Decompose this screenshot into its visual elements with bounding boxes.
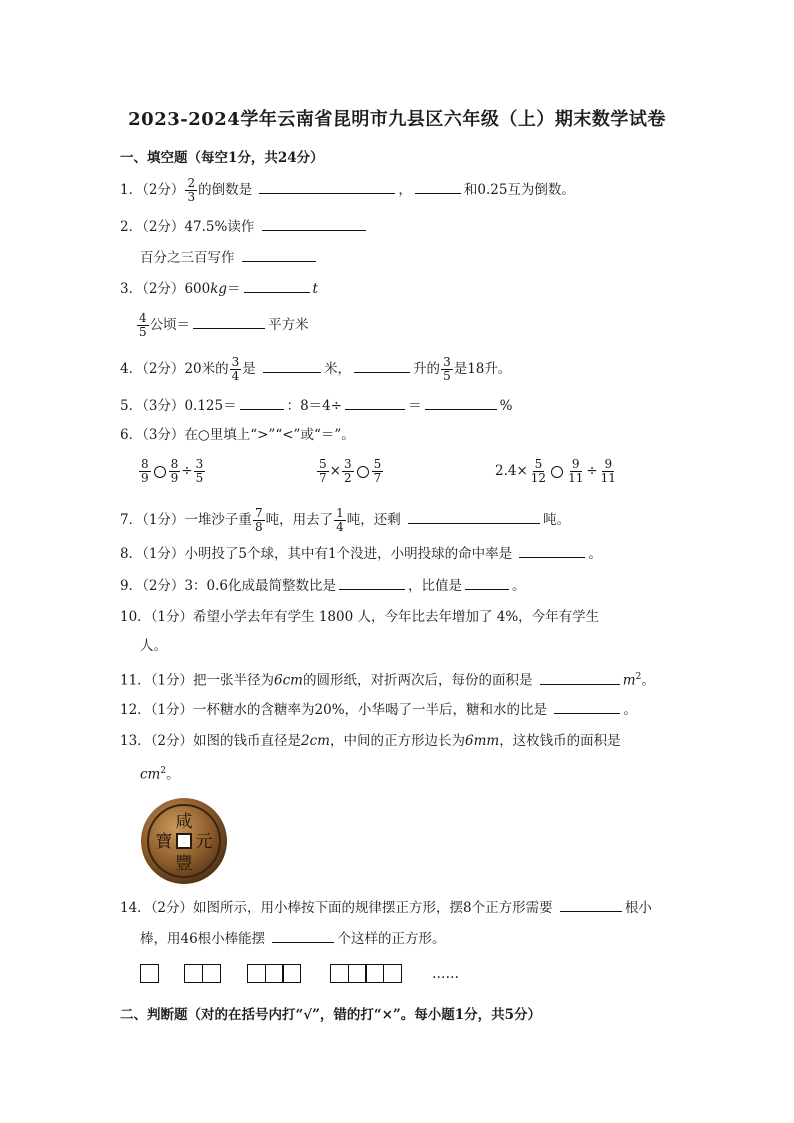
comparison-3: 2.4× $\frac{5}{12}$ $\frac{9}{11}$ ÷ $\frac{9}{11}$ (495, 457, 616, 485)
answer-blank[interactable] (242, 247, 316, 262)
answer-blank[interactable] (240, 395, 284, 410)
svg-text:元: 元 (195, 832, 213, 852)
svg-text:咸: 咸 (175, 812, 193, 832)
question-13-part-2: $cm^2$。 (140, 766, 180, 783)
fraction: $\frac{3}{5}$ (443, 355, 451, 383)
fraction: $\frac{3}{4}$ (231, 355, 240, 383)
question-5: 5．（3分）0.125＝ ：8＝4÷ ＝ % (120, 395, 512, 416)
square-pattern-3 (247, 964, 301, 984)
answer-blank[interactable] (339, 575, 405, 590)
square-pattern-2 (184, 964, 221, 984)
question-10: 10．（1分）希望小学去年有学生 1800 人，今年比去年增加了 4%，今年有学生 (120, 609, 600, 625)
question-2: 2．（2分）47.5%读作 (120, 216, 369, 237)
section-1-heading: 一、填空题（每空1分，共24分） (120, 150, 324, 166)
answer-blank[interactable] (193, 314, 265, 329)
answer-blank[interactable] (465, 575, 509, 590)
answer-blank[interactable] (519, 543, 585, 558)
question-12: 12．（1分）一杯糖水的含糖率为20%，小华喝了一半后，糖和水的比是 。 (120, 699, 637, 720)
svg-text:寶: 寶 (155, 832, 173, 852)
question-7: 7．（1分）一堆沙子重 $\frac{7}{8}$ 吨，用去了 $\frac{1}{4}$ 吨，还剩 吨。 (120, 506, 571, 534)
ellipsis: …… (432, 966, 459, 982)
answer-blank[interactable] (345, 395, 405, 410)
answer-blank[interactable] (540, 670, 620, 685)
question-2-part-2: 百分之三百写作 (140, 247, 319, 268)
question-14: 14．（2分）如图所示，用小棒按下面的规律摆正方形，摆8个正方形需要 根小 (120, 897, 652, 918)
question-8: 8．（1分）小明投了5个球，其中有1个没进，小明投球的命中率是 。 (120, 543, 602, 564)
question-11: 11．（1分）把一张半径为6cm的圆形纸，对折两次后，每份的面积是 $m^2$。 (120, 667, 655, 691)
fraction: $\frac{4}{5}$ (139, 311, 147, 339)
answer-blank[interactable] (425, 395, 497, 410)
square-pattern-1 (140, 964, 159, 984)
ancient-coin-image (140, 797, 228, 885)
fraction: $\frac{2}{3}$ (187, 176, 196, 204)
question-10-part-2: 人。 (140, 638, 167, 654)
answer-blank[interactable] (259, 179, 395, 194)
answer-blank[interactable] (272, 928, 334, 943)
question-1: 1．（2分） $\frac{2}{3}$ 的倒数是 ， 和0.25互为倒数。 (120, 176, 575, 204)
section-2-heading: 二、判断题（对的在括号内打“√”，错的打“×”。每小题1分，共5分） (120, 1007, 542, 1023)
answer-blank[interactable] (262, 216, 366, 231)
question-6: 6．（3分）在○里填上“>”“<”或“＝”。 (120, 427, 355, 443)
answer-blank[interactable] (415, 179, 461, 194)
question-4: 4．（2分）20米的 $\frac{3}{4}$ 是 米， 升的 $\frac{3}{5}$ 是18升。 (120, 355, 512, 383)
answer-blank[interactable] (244, 278, 310, 293)
square-pattern-4 (330, 964, 402, 984)
compare-circle[interactable] (357, 466, 369, 478)
answer-blank[interactable] (354, 358, 410, 373)
answer-blank[interactable] (560, 897, 622, 912)
compare-circle[interactable] (154, 466, 166, 478)
answer-blank[interactable] (408, 509, 540, 524)
question-9: 9．（2分）3：0.6化成最简整数比是 ，比值是 。 (120, 575, 526, 596)
compare-circle[interactable] (551, 466, 563, 478)
comparison-2: $\frac{5}{7}$ × $\frac{3}{2}$ $\frac{5}{7}$ (319, 457, 382, 485)
question-13: 13．（2分）如图的钱币直径是2cm，中间的正方形边长为6mm，这枚钱币的面积是 (120, 733, 621, 749)
page-title: 2023-2024学年云南省昆明市九县区六年级（上）期末数学试卷 (128, 109, 666, 130)
question-3-part-2: $\frac{4}{5}$ 公顷＝ 平方米 (139, 311, 309, 339)
svg-text:豐: 豐 (175, 854, 193, 874)
answer-blank[interactable] (554, 699, 620, 714)
comparison-1: $\frac{8}{9}$ $\frac{8}{9}$ ÷ $\frac{3}{5}$ (141, 457, 204, 485)
question-14-part-2: 棒，用46根小棒能摆 个这样的正方形。 (140, 928, 445, 949)
answer-blank[interactable] (263, 358, 321, 373)
question-3: 3．（2分）600kg＝ t (120, 278, 318, 299)
